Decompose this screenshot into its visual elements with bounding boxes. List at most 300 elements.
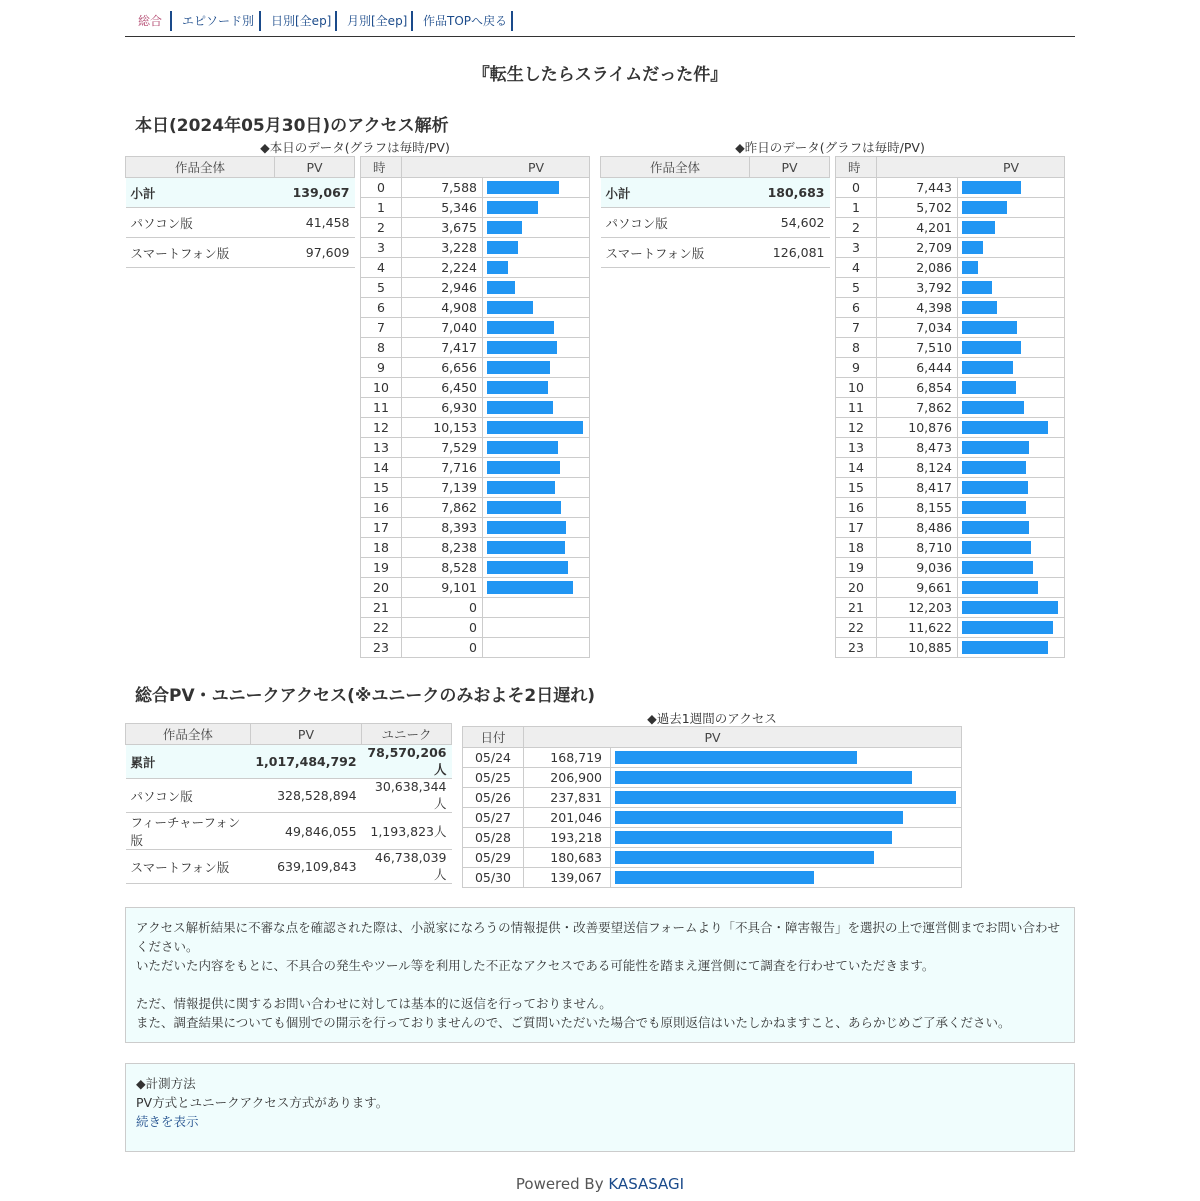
hour-bar xyxy=(962,421,1048,434)
hour-bar xyxy=(962,201,1007,214)
col-unique: ユニーク xyxy=(362,724,452,745)
hour-label: 9 xyxy=(836,358,877,378)
week-pv: 206,900 xyxy=(524,768,611,788)
nav-divider xyxy=(511,11,513,31)
hour-pv: 8,238 xyxy=(402,538,483,558)
hour-pv: 11,622 xyxy=(877,618,958,638)
hour-label: 13 xyxy=(361,438,402,458)
hour-bar-cell xyxy=(483,178,590,198)
hour-pv: 7,510 xyxy=(877,338,958,358)
hour-bar-cell xyxy=(958,338,1065,358)
hour-bar xyxy=(962,521,1029,534)
hour-pv: 7,034 xyxy=(877,318,958,338)
hour-bar-cell xyxy=(958,378,1065,398)
hour-bar xyxy=(962,381,1016,394)
hour-bar-cell xyxy=(958,318,1065,338)
hour-bar xyxy=(487,301,533,314)
total-row xyxy=(126,813,452,850)
row-pv: 54,602 xyxy=(750,208,830,238)
week-pv: 139,067 xyxy=(524,868,611,888)
hour-bar-cell xyxy=(958,418,1065,438)
hour-row xyxy=(361,598,590,618)
hour-row xyxy=(361,398,590,418)
hour-pv: 6,930 xyxy=(402,398,483,418)
hour-pv: 4,908 xyxy=(402,298,483,318)
hour-pv: 8,417 xyxy=(877,478,958,498)
col-pv: PV xyxy=(877,157,1065,178)
hour-label: 9 xyxy=(361,358,402,378)
yesterday-caption: ◆昨日のデータ(グラフは毎時/PV) xyxy=(735,140,925,155)
hour-label: 21 xyxy=(836,598,877,618)
notice-line: アクセス解析結果に不審な点を確認された際は、小説家になろうの情報提供・改善要望送信フォームより「不具合・障害報告」を選択の上で運営側までお問い合わせください。 xyxy=(136,920,1061,954)
hour-label: 1 xyxy=(361,198,402,218)
hour-label: 20 xyxy=(361,578,402,598)
top-nav xyxy=(125,9,1075,37)
hour-row xyxy=(361,198,590,218)
hour-pv: 0 xyxy=(402,598,483,618)
hour-row xyxy=(361,338,590,358)
week-row xyxy=(463,768,962,788)
week-bar xyxy=(615,851,874,864)
week-bar xyxy=(615,751,857,764)
hour-bar-cell xyxy=(483,438,590,458)
hour-bar-cell xyxy=(483,638,590,658)
hour-row xyxy=(836,518,1065,538)
hour-label: 6 xyxy=(361,298,402,318)
hour-bar-cell xyxy=(958,618,1065,638)
hour-bar xyxy=(487,401,553,414)
week-row xyxy=(463,748,962,768)
hour-bar xyxy=(487,261,508,274)
footer xyxy=(125,1175,1075,1193)
hour-label: 0 xyxy=(836,178,877,198)
hour-row xyxy=(361,578,590,598)
hour-pv: 4,201 xyxy=(877,218,958,238)
hour-row xyxy=(836,198,1065,218)
hour-bar-cell xyxy=(958,558,1065,578)
summary-row xyxy=(126,208,355,238)
nav-overall[interactable]: 総合 xyxy=(138,14,163,28)
hour-label: 5 xyxy=(361,278,402,298)
hour-bar-cell xyxy=(483,198,590,218)
week-pv: 168,719 xyxy=(524,748,611,768)
hour-label: 1 xyxy=(836,198,877,218)
hour-bar xyxy=(487,481,555,494)
summary-row xyxy=(601,238,830,268)
hour-row xyxy=(836,358,1065,378)
hour-bar-cell xyxy=(958,458,1065,478)
week-bar-cell xyxy=(611,828,962,848)
row-label: スマートフォン版 xyxy=(126,238,275,268)
week-bar xyxy=(615,831,892,844)
hour-label: 13 xyxy=(836,438,877,458)
hour-row xyxy=(361,538,590,558)
hour-row xyxy=(836,258,1065,278)
hour-bar xyxy=(487,201,538,214)
hour-bar xyxy=(487,421,583,434)
hour-bar-cell xyxy=(958,538,1065,558)
hour-pv: 0 xyxy=(402,618,483,638)
notice-line: いただいた内容をもとに、不具合の発生やツール等を利用した不正なアクセスである可能性を踏まえ運営側にて調査を行わせていただきます。 xyxy=(136,958,935,973)
week-bar-cell xyxy=(611,808,962,828)
hour-pv: 10,885 xyxy=(877,638,958,658)
row-pv: 97,609 xyxy=(275,238,355,268)
hour-bar-cell xyxy=(483,358,590,378)
method-title: ◆計測方法 xyxy=(136,1076,196,1091)
hour-label: 10 xyxy=(361,378,402,398)
hour-bar-cell xyxy=(958,398,1065,418)
week-bar xyxy=(615,871,814,884)
hour-bar xyxy=(487,281,515,294)
total-row xyxy=(126,850,452,884)
hour-row xyxy=(836,478,1065,498)
hour-label: 3 xyxy=(361,238,402,258)
hour-pv: 7,716 xyxy=(402,458,483,478)
hour-bar xyxy=(962,501,1026,514)
hour-label: 15 xyxy=(836,478,877,498)
notice-line: ただ、情報提供に関するお問い合わせに対しては基本的に返信を行っておりません。 xyxy=(136,996,612,1011)
hour-label: 20 xyxy=(836,578,877,598)
hour-row xyxy=(361,298,590,318)
page-title: 『転生したらスライムだった件』 xyxy=(472,65,728,85)
hour-pv: 5,702 xyxy=(877,198,958,218)
week-bar-cell xyxy=(611,788,962,808)
hour-row xyxy=(836,318,1065,338)
week-bar-cell xyxy=(611,748,962,768)
summary-row xyxy=(601,178,830,208)
yesterday-summary-table xyxy=(600,156,830,268)
row-label: フィーチャーフォン版 xyxy=(126,813,251,850)
week-date: 05/29 xyxy=(463,848,524,868)
hour-bar-cell xyxy=(483,278,590,298)
col-work: 作品全体 xyxy=(126,724,251,745)
hour-pv: 8,710 xyxy=(877,538,958,558)
hour-bar xyxy=(487,581,573,594)
hour-row xyxy=(361,478,590,498)
hour-bar-cell xyxy=(958,258,1065,278)
hour-row xyxy=(836,218,1065,238)
hour-label: 11 xyxy=(361,398,402,418)
hour-pv: 6,656 xyxy=(402,358,483,378)
hour-pv: 9,036 xyxy=(877,558,958,578)
col-hour: 時 xyxy=(836,157,877,178)
yesterday-hourly-table xyxy=(835,156,1065,658)
row-label: パソコン版 xyxy=(126,779,251,813)
week-row xyxy=(463,848,962,868)
hour-label: 4 xyxy=(836,258,877,278)
nav-work-top[interactable]: 作品TOPへ戻る xyxy=(423,14,508,28)
total-row xyxy=(126,779,452,813)
hour-label: 7 xyxy=(361,318,402,338)
summary-row xyxy=(126,178,355,208)
row-label: 小計 xyxy=(126,178,275,208)
hour-pv: 7,588 xyxy=(402,178,483,198)
hour-row xyxy=(836,238,1065,258)
week-pv: 180,683 xyxy=(524,848,611,868)
hour-bar-cell xyxy=(483,558,590,578)
hour-bar xyxy=(962,341,1021,354)
hour-bar xyxy=(962,181,1021,194)
hour-label: 21 xyxy=(361,598,402,618)
week-pv: 201,046 xyxy=(524,808,611,828)
hour-bar-cell xyxy=(483,498,590,518)
row-label: スマートフォン版 xyxy=(601,238,750,268)
hour-pv: 9,661 xyxy=(877,578,958,598)
week-row xyxy=(463,868,962,888)
hour-bar-cell xyxy=(483,418,590,438)
hour-pv: 8,124 xyxy=(877,458,958,478)
hour-pv: 7,040 xyxy=(402,318,483,338)
week-pv: 193,218 xyxy=(524,828,611,848)
hour-bar-cell xyxy=(958,498,1065,518)
col-date: 日付 xyxy=(463,727,524,748)
hour-bar-cell xyxy=(958,298,1065,318)
row-label: 累計 xyxy=(126,745,251,779)
hour-bar xyxy=(487,521,566,534)
hour-row xyxy=(836,498,1065,518)
hour-bar-cell xyxy=(958,638,1065,658)
hour-row xyxy=(836,398,1065,418)
hour-bar-cell xyxy=(483,238,590,258)
hour-label: 2 xyxy=(836,218,877,238)
hour-row xyxy=(361,498,590,518)
hour-row xyxy=(361,458,590,478)
hour-row xyxy=(836,338,1065,358)
today-caption: ◆本日のデータ(グラフは毎時/PV) xyxy=(260,140,450,155)
week-date: 05/24 xyxy=(463,748,524,768)
hour-label: 2 xyxy=(361,218,402,238)
hour-bar xyxy=(487,321,554,334)
col-pv: PV xyxy=(524,727,962,748)
col-pv: PV xyxy=(750,157,830,178)
row-pv: 49,846,055 xyxy=(250,813,361,850)
hour-bar xyxy=(487,501,561,514)
hour-bar-cell xyxy=(958,478,1065,498)
kasasagi-link[interactable]: KASASAGI xyxy=(608,1175,685,1193)
hour-row xyxy=(361,218,590,238)
today-summary-table xyxy=(125,156,355,268)
col-work: 作品全体 xyxy=(601,157,750,178)
hour-label: 22 xyxy=(836,618,877,638)
hour-label: 7 xyxy=(836,318,877,338)
row-unique: 30,638,344人 xyxy=(362,779,452,813)
row-label: 小計 xyxy=(601,178,750,208)
row-pv: 180,683 xyxy=(750,178,830,208)
today-heading: 本日(2024年05月30日)のアクセス解析 xyxy=(135,116,449,136)
hour-label: 8 xyxy=(836,338,877,358)
col-work: 作品全体 xyxy=(126,157,275,178)
hour-pv: 3,228 xyxy=(402,238,483,258)
week-bar-cell xyxy=(611,848,962,868)
hour-row xyxy=(836,178,1065,198)
hour-pv: 10,153 xyxy=(402,418,483,438)
notice-box xyxy=(125,907,1075,1043)
today-hourly-table xyxy=(360,156,590,658)
hour-bar xyxy=(962,561,1033,574)
hour-row xyxy=(361,638,590,658)
nav-episode[interactable]: エピソード別 xyxy=(182,14,255,28)
hour-pv: 8,393 xyxy=(402,518,483,538)
hour-pv: 3,675 xyxy=(402,218,483,238)
row-label: スマートフォン版 xyxy=(126,850,251,884)
notice-line: また、調査結果についても個別での開示を行っておりませんので、ご質問いただいた場合でも原則返信はいたしかねますこと、あらかじめご了承ください。 xyxy=(136,1015,1011,1030)
hour-label: 16 xyxy=(361,498,402,518)
hour-row xyxy=(361,618,590,638)
method-box xyxy=(125,1063,1075,1152)
hour-bar xyxy=(487,361,550,374)
hour-row xyxy=(836,558,1065,578)
hour-bar xyxy=(487,381,548,394)
hour-pv: 2,946 xyxy=(402,278,483,298)
hour-bar xyxy=(487,461,560,474)
week-date: 05/25 xyxy=(463,768,524,788)
hour-bar-cell xyxy=(958,518,1065,538)
hour-bar xyxy=(962,221,995,234)
hour-row xyxy=(361,438,590,458)
show-more-link[interactable]: 続きを表示 xyxy=(136,1114,199,1129)
hour-pv: 8,473 xyxy=(877,438,958,458)
hour-label: 17 xyxy=(361,518,402,538)
hour-bar xyxy=(962,241,983,254)
week-date: 05/27 xyxy=(463,808,524,828)
total-row xyxy=(126,745,452,779)
nav-monthly[interactable]: 月別[全ep] xyxy=(347,14,408,28)
hour-row xyxy=(836,618,1065,638)
week-row xyxy=(463,828,962,848)
hour-row xyxy=(836,378,1065,398)
hour-bar xyxy=(962,401,1024,414)
hour-label: 19 xyxy=(361,558,402,578)
hour-pv: 7,417 xyxy=(402,338,483,358)
row-pv: 1,017,484,792 xyxy=(250,745,361,779)
hour-label: 23 xyxy=(836,638,877,658)
week-bar-cell xyxy=(611,768,962,788)
hour-row xyxy=(361,418,590,438)
hour-pv: 0 xyxy=(402,638,483,658)
hour-bar-cell xyxy=(958,578,1065,598)
hour-pv: 6,854 xyxy=(877,378,958,398)
hour-bar-cell xyxy=(958,198,1065,218)
hour-bar-cell xyxy=(483,518,590,538)
hour-bar xyxy=(487,341,557,354)
hour-label: 3 xyxy=(836,238,877,258)
hour-bar-cell xyxy=(483,318,590,338)
hour-bar-cell xyxy=(958,598,1065,618)
row-pv: 126,081 xyxy=(750,238,830,268)
hour-pv: 3,792 xyxy=(877,278,958,298)
col-hour: 時 xyxy=(361,157,402,178)
hour-row xyxy=(836,438,1065,458)
hour-row xyxy=(361,318,590,338)
hour-pv: 5,346 xyxy=(402,198,483,218)
week-date: 05/30 xyxy=(463,868,524,888)
week-bar-cell xyxy=(611,868,962,888)
hour-label: 18 xyxy=(836,538,877,558)
hour-row xyxy=(836,298,1065,318)
hour-bar xyxy=(962,321,1017,334)
hour-bar xyxy=(487,441,558,454)
nav-divider xyxy=(170,11,172,31)
hour-bar xyxy=(962,481,1028,494)
hour-bar-cell xyxy=(483,338,590,358)
hour-bar-cell xyxy=(483,218,590,238)
hour-row xyxy=(361,558,590,578)
row-pv: 41,458 xyxy=(275,208,355,238)
hour-bar xyxy=(487,541,565,554)
hour-label: 8 xyxy=(361,338,402,358)
hour-label: 11 xyxy=(836,398,877,418)
hour-pv: 7,443 xyxy=(877,178,958,198)
hour-label: 10 xyxy=(836,378,877,398)
hour-bar xyxy=(487,561,568,574)
hour-pv: 8,155 xyxy=(877,498,958,518)
week-date: 05/26 xyxy=(463,788,524,808)
hour-row xyxy=(361,358,590,378)
hour-bar-cell xyxy=(483,458,590,478)
hour-pv: 2,224 xyxy=(402,258,483,278)
hour-bar-cell xyxy=(483,538,590,558)
hour-label: 4 xyxy=(361,258,402,278)
hour-bar xyxy=(962,641,1048,654)
row-label: パソコン版 xyxy=(601,208,750,238)
hour-label: 12 xyxy=(836,418,877,438)
hour-row xyxy=(836,418,1065,438)
nav-daily[interactable]: 日別[全ep] xyxy=(271,14,332,28)
notice-line xyxy=(136,975,1064,994)
hour-pv: 2,086 xyxy=(877,258,958,278)
hour-pv: 7,529 xyxy=(402,438,483,458)
nav-divider xyxy=(335,11,337,31)
hour-row xyxy=(361,378,590,398)
hour-bar xyxy=(962,361,1013,374)
hour-pv: 6,444 xyxy=(877,358,958,378)
hour-bar xyxy=(962,541,1031,554)
hour-label: 14 xyxy=(361,458,402,478)
week-pv: 237,831 xyxy=(524,788,611,808)
col-pv: PV xyxy=(250,724,361,745)
week-row xyxy=(463,808,962,828)
row-unique: 1,193,823人 xyxy=(362,813,452,850)
hour-bar-cell xyxy=(483,578,590,598)
hour-row xyxy=(836,598,1065,618)
hour-bar-cell xyxy=(958,278,1065,298)
hour-bar-cell xyxy=(483,378,590,398)
hour-bar-cell xyxy=(958,438,1065,458)
nav-divider xyxy=(411,11,413,31)
hour-label: 18 xyxy=(361,538,402,558)
method-text: PV方式とユニークアクセス方式があります。 xyxy=(136,1095,389,1110)
hour-bar-cell xyxy=(483,258,590,278)
row-unique: 46,738,039人 xyxy=(362,850,452,884)
hour-bar-cell xyxy=(483,598,590,618)
week-table xyxy=(462,726,962,888)
hour-bar-cell xyxy=(958,218,1065,238)
hour-row xyxy=(836,538,1065,558)
hour-label: 17 xyxy=(836,518,877,538)
hour-label: 23 xyxy=(361,638,402,658)
hour-pv: 8,528 xyxy=(402,558,483,578)
hour-label: 22 xyxy=(361,618,402,638)
hour-pv: 7,862 xyxy=(402,498,483,518)
hour-pv: 4,398 xyxy=(877,298,958,318)
hour-pv: 7,139 xyxy=(402,478,483,498)
hour-bar-cell xyxy=(483,478,590,498)
hour-bar xyxy=(962,621,1053,634)
week-caption: ◆過去1週間のアクセス xyxy=(647,711,777,726)
hour-bar xyxy=(962,441,1029,454)
nav-divider xyxy=(259,11,261,31)
hour-bar xyxy=(962,601,1058,614)
